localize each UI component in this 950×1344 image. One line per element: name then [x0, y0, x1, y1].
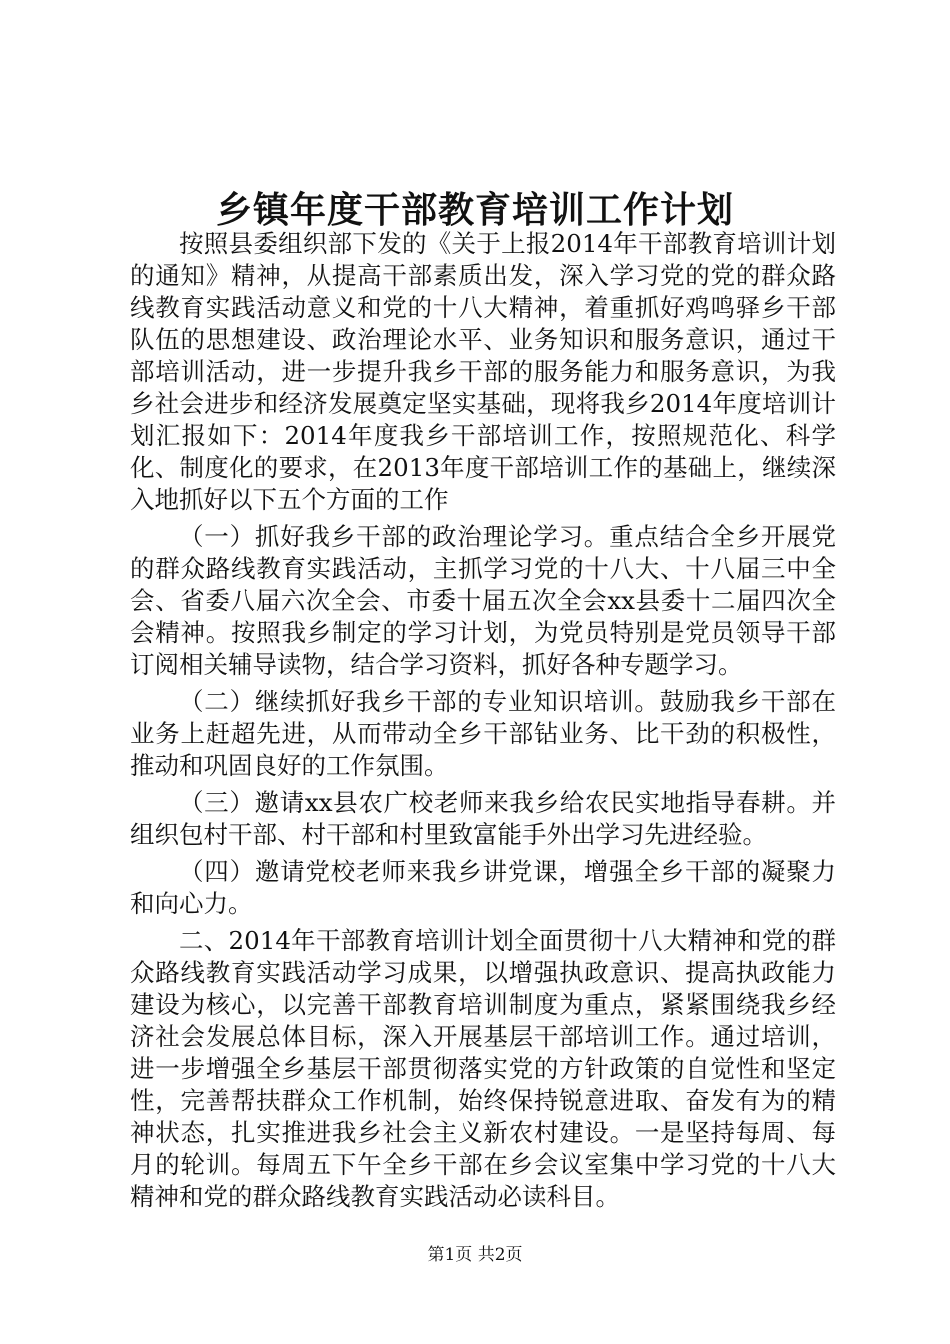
document-body	[130, 228, 836, 1213]
paragraph-item-3: （三）邀请xx县农广校老师来我乡给农民实地指导春耕。并组织包村干部、村干部和村里致富能手外出学习先进经验。	[130, 788, 836, 849]
paragraph-item-4: （四）邀请党校老师来我乡讲党课，增强全乡干部的凝聚力和向心力。	[130, 857, 836, 918]
paragraph-item-1: （一）抓好我乡干部的政治理论学习。重点结合全乡开展党的群众路线教育实践活动，主抓学习党的十八大、十八届三中全会、省委八届六次全会、市委十届五次全会xx县委十二届四次全会精神。按照我乡制定的学习计划，为党员特别是党员领导干部订阅相关辅导读物，结合学习资料，抓好各种专题学习。	[130, 522, 836, 679]
paragraph-section-2: 二、2014年干部教育培训计划全面贯彻十八大精神和党的群众路线教育实践活动学习成果，以增强执政意识、提高执政能力建设为核心，以完善干部教育培训制度为重点，紧紧围绕我乡经济社会发展总体目标，深入开展基层干部培训工作。通过培训，进一步增强全乡基层干部贯彻落实党的方针政策的自觉性和坚定性，完善帮扶群众工作机制，始终保持锐意进取、奋发有为的精神状态，扎实推进我乡社会主义新农村建设。一是坚持每周、每月的轮训。每周五下午全乡干部在乡会议室集中学习党的十八大精神和党的群众路线教育实践活动必读科目。	[130, 926, 836, 1211]
page-number-footer: 第1页 共2页	[427, 1245, 523, 1265]
paragraph-intro: 按照县委组织部下发的《关于上报2014年干部教育培训计划的通知》精神，从提高干部素质出发，深入学习党的党的群众路线教育实践活动意义和党的十八大精神，着重抓好鸡鸣驿乡干部队伍的思想建设、政治理论水平、业务知识和服务意识，通过干部培训活动，进一步提升我乡干部的服务能力和服务意识，为我乡社会进步和经济发展奠定坚实基础，现将我乡2014年度培训计划汇报如下：2014年度我乡干部培训工作，按照规范化、科学化、制度化的要求，在2013年度干部培训工作的基础上，继续深入地抓好以下五个方面的工作	[130, 229, 836, 514]
paragraph-item-2: （二）继续抓好我乡干部的专业知识培训。鼓励我乡干部在业务上赶超先进，从而带动全乡干部钻业务、比干劲的积极性，推动和巩固良好的工作氛围。	[130, 687, 836, 780]
document-title: 乡镇年度干部教育培训工作计划	[215, 189, 734, 231]
